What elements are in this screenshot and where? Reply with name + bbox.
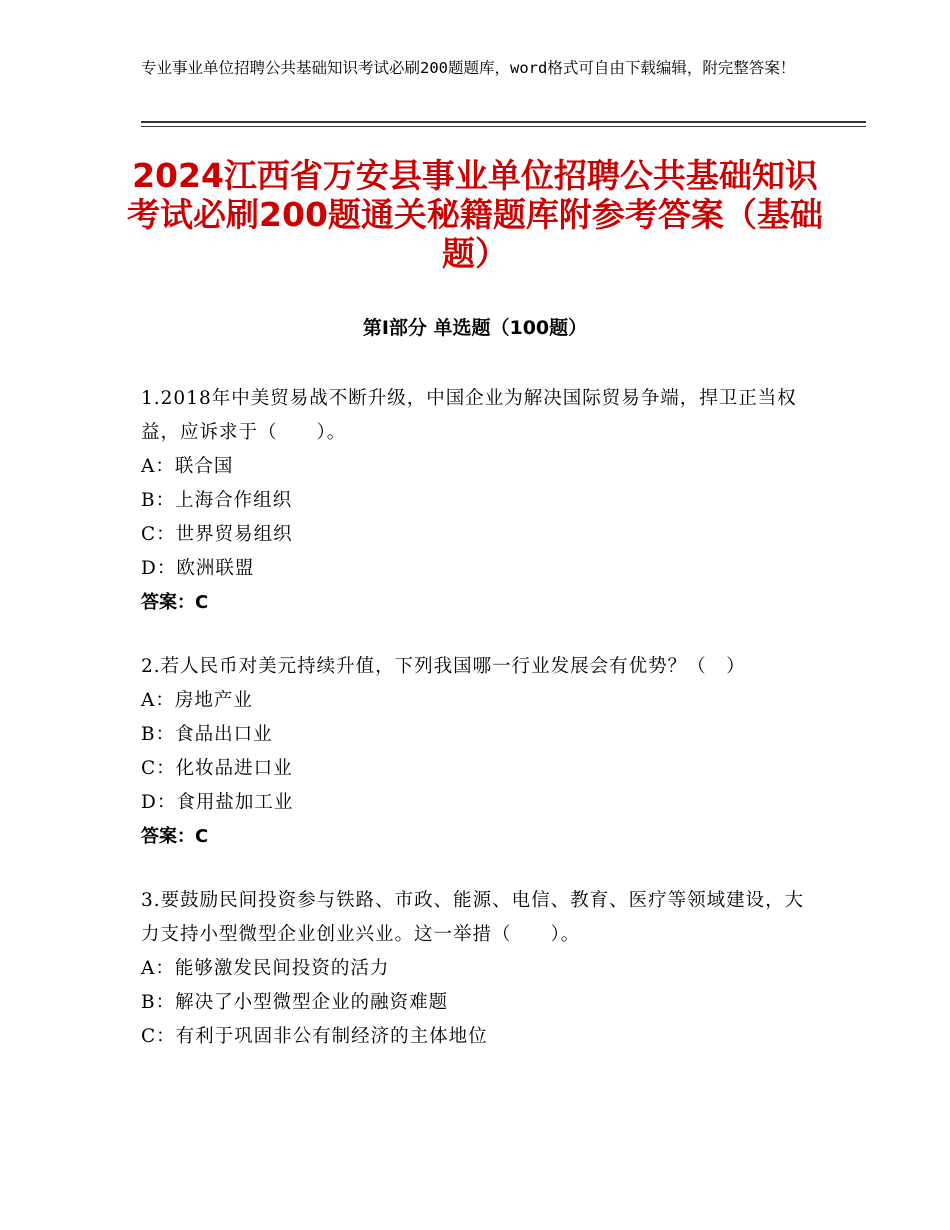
header-divider-thin	[141, 126, 866, 127]
question-2	[141, 650, 811, 854]
document-title: 2024江西省万安县事业单位招聘公共基础知识考试必刷200题通关秘籍题库附参考答案（基础题）	[127, 156, 823, 273]
question-list	[141, 382, 811, 1084]
answer-line: 答案：C	[141, 826, 209, 847]
answer-line: 答案：C	[141, 592, 209, 613]
question-3	[141, 884, 811, 1054]
option-a: A：联合国	[141, 456, 234, 477]
question-stem: 3.要鼓励民间投资参与铁路、市政、能源、电信、教育、医疗等领域建设，大力支持小型微型企业创业兴业。这一举措（ ）。	[141, 890, 805, 945]
option-c: C：化妆品进口业	[141, 758, 293, 779]
option-a: A：能够激发民间投资的活力	[141, 958, 390, 979]
option-b: B：上海合作组织	[141, 490, 293, 511]
option-d: D：食用盐加工业	[141, 792, 294, 813]
option-b: B：解决了小型微型企业的融资难题	[141, 992, 449, 1013]
option-c: C：世界贸易组织	[141, 524, 293, 545]
header-note: 专业事业单位招聘公共基础知识考试必刷200题题库，word格式可自由下载编辑，附完整答案！	[141, 59, 796, 77]
option-c: C：有利于巩固非公有制经济的主体地位	[141, 1026, 488, 1047]
question-stem: 1.2018年中美贸易战不断升级，中国企业为解决国际贸易争端，捍卫正当权益，应诉求于（ ）。	[141, 388, 797, 443]
option-a: A：房地产业	[141, 690, 253, 711]
section-title: 第Ⅰ部分 单选题（100题）	[362, 317, 588, 339]
option-d: D：欧洲联盟	[141, 558, 255, 579]
option-b: B：食品出口业	[141, 724, 273, 745]
question-1	[141, 382, 811, 620]
header-divider-thick	[141, 121, 866, 123]
question-stem: 2.若人民币对美元持续升值，下列我国哪一行业发展会有优势？（ ）	[141, 656, 746, 677]
